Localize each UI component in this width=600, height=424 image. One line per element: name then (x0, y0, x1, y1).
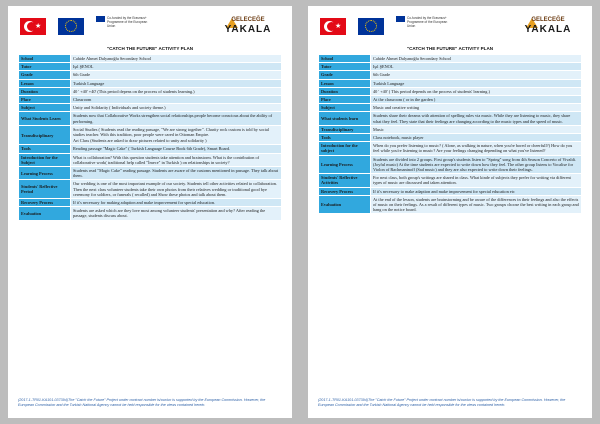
row-value-text: For next class, both group's writings are shared in class. What kinde of subjects they prefer for writing via different types of music are discussed and taken attention. (373, 175, 571, 186)
row-label: Recovery Process (319, 187, 371, 195)
row-label: Recovery Process (19, 199, 71, 207)
row-value-text: Cahide Ahmet Dalyanoğlu Secondary School (73, 56, 152, 61)
table-row (319, 142, 582, 155)
row-value (71, 207, 282, 220)
row-value (371, 195, 582, 214)
row-label: Learning Process (319, 155, 371, 174)
row-value-text: Işıl ŞENOL (373, 64, 394, 70)
turkey-flag-icon: ★ (320, 18, 346, 35)
row-label: Lesson (319, 79, 371, 87)
table-row (319, 79, 582, 87)
row-value-text: Reading passage "Magic Cake" ( Turkish Language Course Book 6th Grade), Smart Board. (73, 146, 231, 152)
row-label: Duration (19, 87, 71, 95)
row-value-text: At the classroom ( or in the garden ) (373, 97, 436, 103)
row-value (371, 96, 582, 104)
row-label: Tools (19, 145, 71, 153)
logo-bar (320, 14, 580, 44)
row-value (371, 174, 582, 187)
row-label: Students' Reflective Period (19, 180, 71, 199)
table-row (19, 125, 282, 145)
table-row (319, 63, 582, 71)
row-value-text: 6th Grade (73, 72, 91, 78)
table-row (19, 153, 282, 166)
document-page-right (308, 6, 592, 418)
table-row (19, 199, 282, 207)
row-value (371, 134, 582, 142)
row-label: School (319, 55, 371, 63)
table-row (319, 96, 582, 104)
row-value (371, 142, 582, 155)
row-value-text: Cahide Ahmet Dalyanoğlu Secondary School (373, 56, 452, 61)
row-value-text: Students share their dreams with attention of spelling rules via music. While they are listening to music, they share what they feel. They state that their feelings are changing according to the music types and the speed of music. (373, 113, 571, 124)
row-value-text: Music (373, 126, 384, 132)
row-label: Learning Process (19, 167, 71, 180)
table-row (19, 145, 282, 153)
erasmus-funded-logo: Co-funded by the Erasmus+ Programme of the European Union (396, 16, 458, 28)
row-value (371, 104, 582, 112)
row-label: Place (319, 96, 371, 104)
plan-title: "CATCH THE FUTURE" ACTIVITY PLAN (406, 46, 494, 51)
row-value (371, 55, 582, 63)
row-label: Tools (319, 134, 371, 142)
table-row (19, 180, 282, 199)
turkey-flag-icon: ★ (20, 18, 46, 35)
row-value (371, 112, 582, 125)
table-row (319, 155, 582, 174)
table-row (319, 104, 582, 112)
row-value (71, 125, 282, 145)
row-value (371, 125, 582, 133)
row-value (371, 71, 582, 79)
logo-bar (20, 14, 280, 44)
table-row (19, 71, 282, 79)
table-row (319, 112, 582, 125)
table-row (319, 87, 582, 95)
plan-title: "CATCH THE FUTURE" ACTIVITY PLAN (106, 46, 194, 51)
row-label: Tutor (319, 63, 371, 71)
row-label: Place (19, 96, 71, 104)
eu-flag-icon (58, 18, 84, 35)
row-value (71, 199, 282, 207)
footer-disclaimer: (2017-1-TR01-KA101-037394)The "Catch the Future" Project under contract number is/our/un is supported by the European Commission. However, the European Commission and the Turkish National Agency cannot be held responsible for the views contained herein. (18, 398, 266, 407)
table-row (19, 96, 282, 104)
row-value (71, 96, 282, 104)
row-label: Evaluation (19, 207, 71, 220)
row-label: School (19, 55, 71, 63)
row-value-text: Classroom (73, 97, 92, 103)
row-value (371, 87, 582, 95)
eu-flag-icon (358, 18, 384, 35)
row-value (71, 79, 282, 87)
row-label: Introduction for the subject (319, 142, 371, 155)
table-row (19, 167, 282, 180)
row-label: Subject (319, 104, 371, 112)
row-value-text: Students are asked which are they love most among volunteer students' presentation and why? After reading the passage, students discuss about. (73, 208, 266, 219)
row-value-text: Turkish Language (373, 80, 405, 86)
row-label: Evaluation (319, 195, 371, 214)
row-label: Subject (19, 104, 71, 112)
table-row (19, 79, 282, 87)
row-value (371, 187, 582, 195)
table-row (19, 87, 282, 95)
row-value-text: 6th Grade (373, 72, 391, 78)
row-value (71, 180, 282, 199)
table-row (319, 195, 582, 214)
row-label: Tutor (19, 63, 71, 71)
row-value-text: Class notebook, music player (373, 135, 424, 141)
row-label: Grade (319, 71, 371, 79)
table-row (319, 55, 582, 63)
row-value-text: What is collaboration? With this question students take attention and brainstorm. What is the contribution of collaborative work( traditional help called "İmece" in Turkish ) on relationships in society? (73, 154, 260, 165)
gelecege-yakala-logo: GELECEĞE YAKALA (524, 17, 572, 35)
table-row (19, 104, 282, 112)
row-value-text: 40 ' +40' ( This period depends on the process of students' learning.) (373, 88, 490, 94)
row-value (71, 63, 282, 71)
row-value-text: If it's necessary to make adaption and make improvement for special education etc (373, 188, 515, 194)
activity-plan-table (18, 54, 282, 221)
row-value (371, 63, 582, 71)
row-value-text: Işıl ŞENOL (73, 64, 94, 70)
row-label: What Students Learn (19, 112, 71, 125)
table-row (319, 174, 582, 187)
row-label: Transdisciplinary (19, 125, 71, 145)
row-label: Introduction for the Subject (19, 153, 71, 166)
table-row (19, 55, 282, 63)
row-value (71, 55, 282, 63)
row-value-text: Students read "Magic Cake" reading passage. Students are aware of the customs mentioned in passage. They talk about them. (73, 168, 278, 179)
row-value-text: Social Studies ( Students read the reading passage, "We are strong together". Charity rock custom is told by social studies teacher. With this tradition, poor people were cared in Ottoman Empire. (73, 126, 269, 138)
table-row (319, 187, 582, 195)
row-value-text: Turkish Language (73, 80, 105, 86)
erasmus-funded-logo: Co-funded by the Erasmus+ Programme of the European Union (96, 16, 158, 28)
row-label: Lesson (19, 79, 71, 87)
row-value-text: When do you prefer listening to music? ( Alone, as walking in nature, when you're bored or cheerfull?) How do you feel while you're listening to music? Are your feelings changing depending on what you've listened? (373, 143, 573, 154)
row-value (71, 112, 282, 125)
row-value-text: Students now that Collaborative Works strengthen social relationships.people become conscious about the ability of performing. (73, 113, 273, 124)
footer-disclaimer: (2017-1-TR01-KA101-037394)The "Catch the Future" Project under contract number is/our/un is supported by the European Commission. However, the European Commission and the Turkish National Agency cannot be held responsible for the views contained herein. (318, 398, 566, 407)
row-value-text: Unity and Solidarity ( Individuals and society theme.) (73, 105, 166, 111)
row-value-text: Art Class (Students are asked to draw pictures related to unity and solidarity ) (73, 138, 207, 144)
row-value-text: 40 ' +40' +40' (This period depens on the process of students learning.) (73, 88, 195, 94)
row-value (371, 79, 582, 87)
activity-plan-table (318, 54, 582, 214)
row-value (71, 145, 282, 153)
row-value (371, 155, 582, 174)
table-row (319, 134, 582, 142)
row-value-text: Students are divided into 2 groups. First group's students listen to "Spring" song from 4th Season Concerto of Vivaldi. (Joyful music) At the time students are expected to write down how they feel. The other group listens to Vocalise for Violon of Rachmaninoff (Sad music) and they are also expected to write down their feelings. (373, 156, 577, 173)
row-value (71, 153, 282, 166)
row-label: Duration (319, 87, 371, 95)
row-label: Students' Reflective Activities (319, 174, 371, 187)
row-value-text: At the end of the lesson, students are brainstorming and be aware of the differences in their feelings and also the effects of music on their feelings. As a result of different types of music. Two groups choose the best writing in each group and hang on the notice board. (373, 196, 579, 213)
document-page-left (8, 6, 292, 418)
row-label: Grade (19, 71, 71, 79)
row-value-text: Music and creative writing (373, 105, 420, 111)
row-value (71, 167, 282, 180)
table-row (19, 207, 282, 220)
row-value (71, 71, 282, 79)
row-value (71, 104, 282, 112)
table-row (19, 112, 282, 125)
row-value (71, 87, 282, 95)
row-value-text: Our wedding is one of the most important example of our society. Students tell other activities related to collaboration. Then the next class volunteer students take their own photos from their relatives wedding or traditional good bye ceremony for soldiers, or funerals ( recalled) and Show these photos and talk about them. (73, 181, 278, 197)
table-row (19, 63, 282, 71)
gelecege-yakala-logo: GELECEĞE YAKALA (224, 17, 272, 35)
row-label: What students learn (319, 112, 371, 125)
row-value-text: If it's necessary for making adaption and make improvement for special education. (73, 200, 216, 206)
row-label: Transdisciplinary (319, 125, 371, 133)
table-row (319, 125, 582, 133)
table-row (319, 71, 582, 79)
